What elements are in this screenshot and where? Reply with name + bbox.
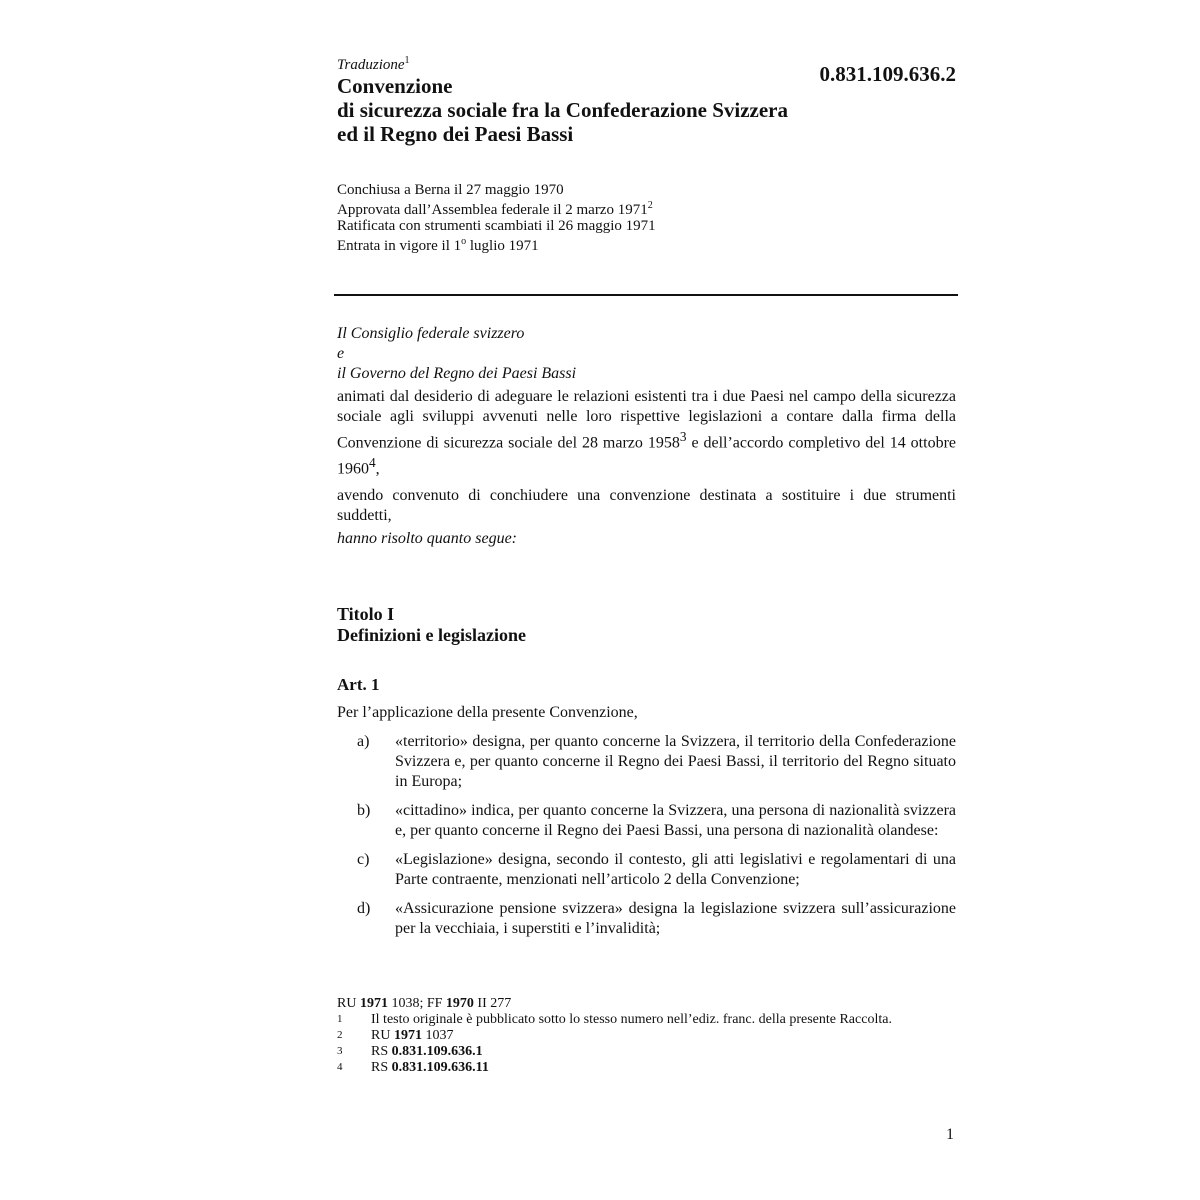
party-swiss: Il Consiglio federale svizzero xyxy=(337,325,525,342)
definition-item xyxy=(337,732,956,792)
item-letter: b) xyxy=(357,802,371,819)
entry-text: luglio 1971 xyxy=(466,238,539,254)
footnote-text xyxy=(371,1060,956,1076)
ratified-line: Ratificata con strumenti scambiati il 26 maggio 1971 xyxy=(337,218,656,234)
ref-text: II 277 xyxy=(473,996,512,1011)
fn-year: 1971 xyxy=(393,1028,422,1043)
item-text: «cittadino» indica, per quanto concerne la Svizzera, una persona di nazionalità svizzera e, per quanto concerne il Regno dei Paesi Bassi, una persona di nazionalità olandese: xyxy=(395,802,956,839)
entry-text: Entrata in vigore il 1 xyxy=(337,238,462,254)
ref-text: 1038; FF xyxy=(387,996,446,1011)
ref-year: 1970 xyxy=(445,996,474,1011)
item-letter: d) xyxy=(357,900,371,917)
document-metadata xyxy=(337,182,656,254)
article-body xyxy=(337,703,956,939)
document-title xyxy=(337,74,937,146)
footnotes xyxy=(337,996,956,1076)
item-text: «Legislazione» designa, secondo il contesto, gli atti legislativi e regolamentari di una Parte contraente, menzionati nell’articolo 2 della Convenzione; xyxy=(395,851,956,888)
definition-item xyxy=(337,801,956,841)
footnote-ref[interactable]: 4 xyxy=(369,455,376,471)
item-letter: c) xyxy=(357,851,370,868)
article-heading: Art. 1 xyxy=(337,675,380,694)
definition-item xyxy=(337,899,956,939)
title-line: di sicurezza sociale fra la Confederazione Svizzera xyxy=(337,98,788,122)
fn-text: 1037 xyxy=(421,1028,454,1043)
footnote-ref[interactable]: 2 xyxy=(647,200,653,211)
title-heading xyxy=(337,604,526,646)
title-number: Titolo I xyxy=(337,604,395,624)
ref-year: 1971 xyxy=(359,996,388,1011)
source-reference xyxy=(337,996,956,1012)
footnote xyxy=(337,1060,956,1076)
footnote-number: 1 xyxy=(337,1013,343,1025)
item-letter: a) xyxy=(357,733,370,750)
title-line: ed il Regno dei Paesi Bassi xyxy=(337,122,574,146)
title-line: Convenzione xyxy=(337,74,453,98)
title-name: Definizioni e legislazione xyxy=(337,625,526,645)
preamble-text: , xyxy=(375,460,380,478)
footnote-number: 2 xyxy=(337,1029,343,1041)
footnote-text xyxy=(371,1028,956,1044)
footnote-ref[interactable]: 1 xyxy=(404,55,410,66)
preamble-paragraph: avendo convenuto di conchiudere una convenzione destinata a sostituire i due strumenti suddetti, xyxy=(337,486,956,524)
footnote-text: Il testo originale è pubblicato sotto lo stesso numero nell’ediz. franc. della presente Raccolta. xyxy=(371,1012,892,1027)
ordinal-sup: o xyxy=(461,236,467,247)
concluded-line: Conchiusa a Berna il 27 maggio 1970 xyxy=(337,182,564,198)
preamble-text: animati dal desiderio di adeguare le relazioni esistenti tra i due Paesi nel campo della sicurezza sociale agli sviluppi avvenuti nelle loro rispettive legislazioni a contare dalla firma della Convenzione di sicurezza sociale del 28 marzo 1958 xyxy=(337,388,956,452)
preamble-resolution: hanno risolto quanto segue: xyxy=(337,529,517,547)
approved-text: Approvata dall’Assemblea federale il 2 marzo 1971 xyxy=(337,202,648,218)
party-conjunction: e xyxy=(337,345,345,362)
ref-text: RU xyxy=(337,996,360,1011)
translation-text: Traduzione xyxy=(337,57,405,73)
footnote-number: 3 xyxy=(337,1045,343,1057)
footnote-text xyxy=(371,1044,956,1060)
preamble-text: e dell’accordo completivo del 14 ottobre 1960 xyxy=(337,434,957,478)
item-text: «Assicurazione pensione svizzera» designa la legislazione svizzera sull’assicurazione per la vecchiaia, i superstiti e l’invalidità; xyxy=(395,900,956,937)
fn-text: RS xyxy=(371,1060,392,1075)
footnote xyxy=(337,1044,956,1060)
fn-text: RU xyxy=(371,1028,394,1043)
fn-text: RS xyxy=(371,1044,392,1059)
fn-link[interactable]: 0.831.109.636.11 xyxy=(391,1060,489,1075)
preamble xyxy=(337,324,956,549)
definition-item xyxy=(337,850,956,890)
translation-label xyxy=(337,52,410,74)
article-intro: Per l’applicazione della presente Convenzione, xyxy=(337,704,638,721)
footnote xyxy=(337,1028,956,1044)
approved-line xyxy=(337,198,656,218)
fn-link[interactable]: 0.831.109.636.1 xyxy=(391,1044,483,1059)
preamble-paragraph xyxy=(337,387,956,480)
entry-into-force-line xyxy=(337,234,656,254)
page-number: 1 xyxy=(946,1126,954,1143)
footnote xyxy=(337,1012,956,1028)
party-netherlands: il Governo del Regno dei Paesi Bassi xyxy=(337,365,577,382)
footnote-ref[interactable]: 3 xyxy=(679,429,687,444)
sr-number: 0.831.109.636.2 xyxy=(819,62,956,86)
footnote-number: 4 xyxy=(337,1061,343,1073)
item-text: «territorio» designa, per quanto concerne la Svizzera, il territorio della Confederazione Svizzera e, per quanto concerne il Regno dei Paesi Bassi, il territorio del Regno situato in Europa; xyxy=(395,733,956,790)
separator-rule xyxy=(334,294,958,296)
